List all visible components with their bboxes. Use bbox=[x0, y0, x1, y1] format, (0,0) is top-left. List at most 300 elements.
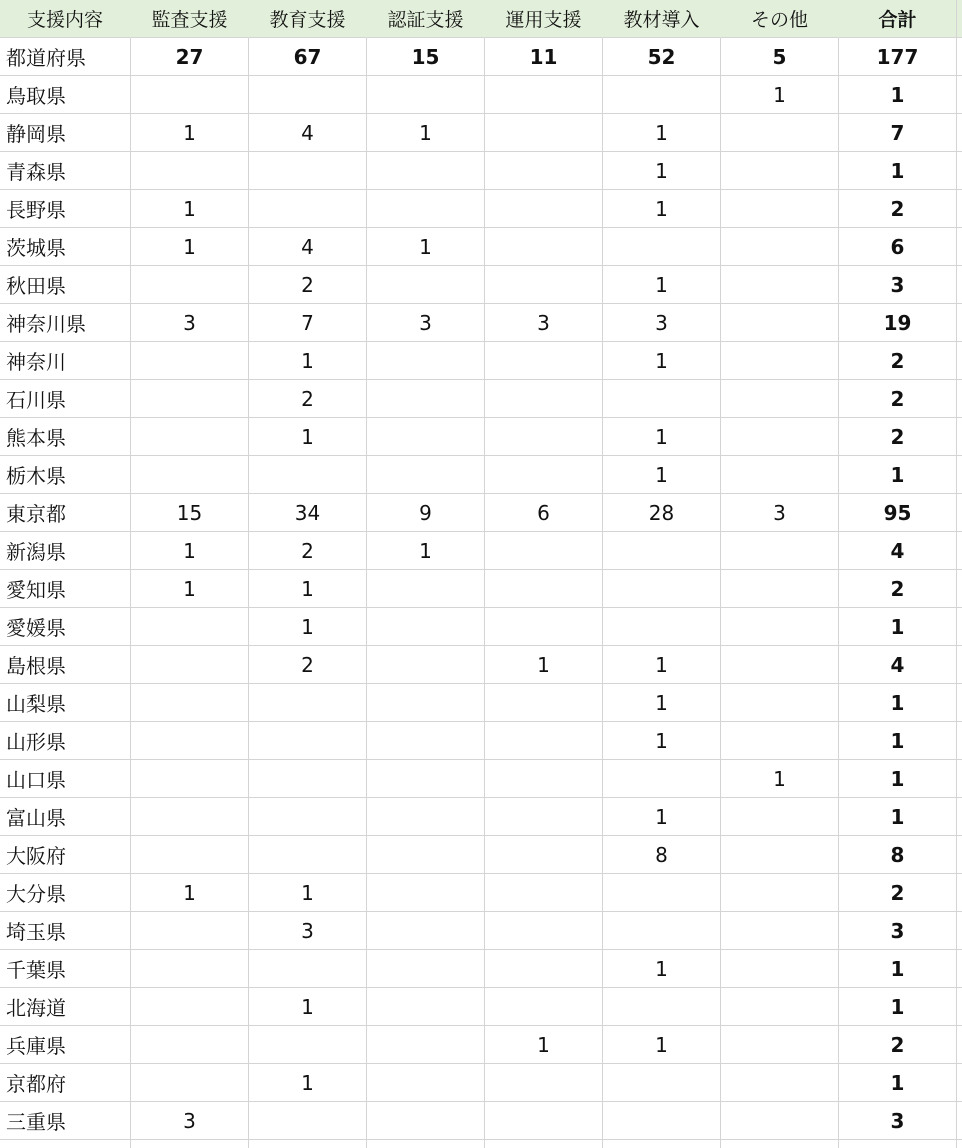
table-row bbox=[0, 418, 962, 456]
table-cell[interactable] bbox=[721, 912, 839, 950]
table-cell[interactable]: 1 bbox=[603, 342, 721, 380]
extra-column-cell[interactable] bbox=[957, 304, 962, 342]
row-label-cell[interactable]: 栃木県 bbox=[0, 456, 131, 494]
row-label-cell[interactable]: 静岡県 bbox=[0, 114, 131, 152]
header-cell[interactable]: その他 bbox=[721, 0, 839, 38]
extra-column-cell[interactable] bbox=[957, 114, 962, 152]
table-cell[interactable] bbox=[485, 266, 603, 304]
table-cell[interactable] bbox=[131, 912, 249, 950]
extra-column-cell[interactable] bbox=[957, 912, 962, 950]
table-cell[interactable] bbox=[367, 874, 485, 912]
table-cell[interactable] bbox=[367, 798, 485, 836]
table-cell[interactable] bbox=[249, 950, 367, 988]
table-cell[interactable]: 1 bbox=[603, 152, 721, 190]
row-label-cell[interactable]: 埼玉県 bbox=[0, 912, 131, 950]
table-cell[interactable]: 1 bbox=[603, 1026, 721, 1064]
table-cell[interactable] bbox=[0, 1140, 131, 1148]
table-cell[interactable]: 1 bbox=[485, 646, 603, 684]
row-label-cell[interactable]: 島根県 bbox=[0, 646, 131, 684]
extra-column-cell[interactable] bbox=[957, 152, 962, 190]
table-cell[interactable] bbox=[367, 266, 485, 304]
table-cell[interactable] bbox=[367, 988, 485, 1026]
totals-row bbox=[0, 38, 962, 76]
total-cell[interactable]: 27 bbox=[131, 38, 249, 76]
row-label-cell[interactable]: 石川県 bbox=[0, 380, 131, 418]
table-cell[interactable] bbox=[603, 228, 721, 266]
table-cell[interactable]: 1 bbox=[131, 570, 249, 608]
table-row bbox=[0, 912, 962, 950]
table-cell[interactable]: 1 bbox=[249, 570, 367, 608]
table-cell[interactable] bbox=[603, 608, 721, 646]
table-cell[interactable] bbox=[721, 684, 839, 722]
table-cell[interactable] bbox=[721, 988, 839, 1026]
table-cell[interactable] bbox=[721, 798, 839, 836]
table-cell[interactable]: 1 bbox=[249, 418, 367, 456]
table-cell[interactable]: 7 bbox=[249, 304, 367, 342]
row-label-cell[interactable]: 青森県 bbox=[0, 152, 131, 190]
table-cell[interactable] bbox=[721, 456, 839, 494]
table-cell[interactable] bbox=[131, 950, 249, 988]
extra-column-cell[interactable] bbox=[957, 76, 962, 114]
table-cell[interactable]: 1 bbox=[603, 190, 721, 228]
table-cell[interactable] bbox=[485, 722, 603, 760]
table-cell[interactable] bbox=[485, 988, 603, 1026]
table-row bbox=[0, 1064, 962, 1102]
row-label-cell[interactable]: 熊本県 bbox=[0, 418, 131, 456]
table-cell[interactable] bbox=[367, 570, 485, 608]
table-cell[interactable] bbox=[603, 570, 721, 608]
table-row bbox=[0, 266, 962, 304]
table-cell[interactable] bbox=[131, 266, 249, 304]
row-label-cell[interactable]: 神奈川県 bbox=[0, 304, 131, 342]
table-cell[interactable]: 1 bbox=[249, 1064, 367, 1102]
extra-column-cell[interactable] bbox=[957, 608, 962, 646]
table-cell[interactable] bbox=[485, 1140, 603, 1148]
table-cell[interactable] bbox=[721, 1026, 839, 1064]
extra-column-cell[interactable] bbox=[957, 456, 962, 494]
row-total-cell[interactable]: 1 bbox=[839, 950, 957, 988]
row-label-cell[interactable]: 大阪府 bbox=[0, 836, 131, 874]
table-cell[interactable] bbox=[249, 190, 367, 228]
table-cell[interactable] bbox=[367, 418, 485, 456]
table-cell[interactable] bbox=[721, 950, 839, 988]
table-cell[interactable]: 1 bbox=[603, 456, 721, 494]
header-cell[interactable]: 監査支援 bbox=[131, 0, 249, 38]
table-cell[interactable]: 1 bbox=[249, 608, 367, 646]
total-cell[interactable]: 67 bbox=[249, 38, 367, 76]
header-cell[interactable]: 教材導入 bbox=[603, 0, 721, 38]
table-cell[interactable]: 1 bbox=[603, 684, 721, 722]
extra-column-cell[interactable] bbox=[957, 684, 962, 722]
table-row bbox=[0, 722, 962, 760]
table-cell[interactable] bbox=[721, 570, 839, 608]
table-cell[interactable] bbox=[485, 342, 603, 380]
table-cell[interactable] bbox=[485, 950, 603, 988]
table-cell[interactable]: 2 bbox=[249, 266, 367, 304]
table-cell[interactable]: 3 bbox=[131, 1102, 249, 1140]
extra-column-cell[interactable] bbox=[957, 950, 962, 988]
table-cell[interactable] bbox=[485, 760, 603, 798]
table-cell[interactable]: 1 bbox=[131, 190, 249, 228]
table-cell[interactable]: 8 bbox=[603, 836, 721, 874]
table-cell[interactable] bbox=[721, 722, 839, 760]
table-cell[interactable] bbox=[131, 380, 249, 418]
table-cell[interactable] bbox=[721, 380, 839, 418]
table-cell[interactable] bbox=[721, 836, 839, 874]
row-total-cell[interactable]: 1 bbox=[839, 798, 957, 836]
table-cell[interactable] bbox=[721, 532, 839, 570]
extra-column-cell[interactable] bbox=[957, 532, 962, 570]
table-cell[interactable] bbox=[485, 114, 603, 152]
total-cell[interactable]: 52 bbox=[603, 38, 721, 76]
table-cell[interactable] bbox=[721, 1064, 839, 1102]
header-cell[interactable]: 支援内容 bbox=[0, 0, 131, 38]
row-total-cell[interactable]: 1 bbox=[839, 608, 957, 646]
table-row bbox=[0, 228, 962, 266]
table-row bbox=[0, 494, 962, 532]
table-cell[interactable]: 1 bbox=[131, 228, 249, 266]
table-cell[interactable] bbox=[603, 1102, 721, 1140]
row-total-cell[interactable]: 2 bbox=[839, 1026, 957, 1064]
table-cell[interactable] bbox=[721, 342, 839, 380]
extra-column-cell[interactable] bbox=[957, 874, 962, 912]
table-cell[interactable]: 1 bbox=[721, 760, 839, 798]
table-cell[interactable] bbox=[367, 608, 485, 646]
table-row bbox=[0, 1102, 962, 1140]
table-cell[interactable] bbox=[485, 798, 603, 836]
table-cell[interactable] bbox=[603, 1064, 721, 1102]
row-total-cell[interactable]: 4 bbox=[839, 532, 957, 570]
table-cell[interactable]: 1 bbox=[603, 646, 721, 684]
table-cell[interactable]: 1 bbox=[603, 798, 721, 836]
table-cell[interactable] bbox=[367, 760, 485, 798]
table-cell[interactable] bbox=[603, 988, 721, 1026]
table-cell[interactable] bbox=[721, 1140, 839, 1148]
table-cell[interactable] bbox=[485, 380, 603, 418]
row-label-cell[interactable]: 山口県 bbox=[0, 760, 131, 798]
row-total-cell[interactable]: 2 bbox=[839, 570, 957, 608]
table-cell[interactable] bbox=[367, 1064, 485, 1102]
table-cell[interactable]: 1 bbox=[603, 266, 721, 304]
table-cell[interactable] bbox=[367, 1102, 485, 1140]
table-row bbox=[0, 836, 962, 874]
row-total-cell[interactable]: 1 bbox=[839, 456, 957, 494]
table-cell[interactable]: 1 bbox=[603, 722, 721, 760]
total-cell[interactable]: 11 bbox=[485, 38, 603, 76]
row-total-cell[interactable]: 2 bbox=[839, 190, 957, 228]
row-total-cell[interactable]: 1 bbox=[839, 760, 957, 798]
header-cell[interactable]: 合計 bbox=[839, 0, 957, 38]
extra-column-cell[interactable] bbox=[957, 570, 962, 608]
table-row bbox=[0, 304, 962, 342]
row-total-cell[interactable]: 2 bbox=[839, 874, 957, 912]
row-total-cell[interactable]: 1 bbox=[839, 76, 957, 114]
header-cell[interactable]: 認証支援 bbox=[367, 0, 485, 38]
table-cell[interactable] bbox=[485, 418, 603, 456]
table-cell[interactable] bbox=[721, 304, 839, 342]
table-cell[interactable] bbox=[603, 1140, 721, 1148]
table-cell[interactable] bbox=[367, 646, 485, 684]
table-cell[interactable] bbox=[131, 456, 249, 494]
table-cell[interactable] bbox=[603, 874, 721, 912]
row-total-cell[interactable]: 1 bbox=[839, 1064, 957, 1102]
table-cell[interactable]: 1 bbox=[603, 114, 721, 152]
table-cell[interactable] bbox=[367, 76, 485, 114]
table-cell[interactable] bbox=[249, 836, 367, 874]
table-cell[interactable] bbox=[249, 722, 367, 760]
table-cell[interactable] bbox=[249, 684, 367, 722]
row-label-cell[interactable]: 山形県 bbox=[0, 722, 131, 760]
table-cell[interactable] bbox=[485, 190, 603, 228]
row-total-cell[interactable]: 3 bbox=[839, 1102, 957, 1140]
row-total-cell[interactable]: 2 bbox=[839, 380, 957, 418]
table-cell[interactable] bbox=[603, 532, 721, 570]
extra-column-cell[interactable] bbox=[957, 1026, 962, 1064]
extra-column-cell[interactable] bbox=[957, 380, 962, 418]
table-cell[interactable] bbox=[721, 874, 839, 912]
table-cell[interactable] bbox=[603, 380, 721, 418]
table-cell[interactable] bbox=[367, 456, 485, 494]
table-row bbox=[0, 988, 962, 1026]
table-cell[interactable] bbox=[131, 760, 249, 798]
row-total-cell[interactable]: 1 bbox=[839, 722, 957, 760]
table-cell[interactable] bbox=[603, 912, 721, 950]
table-cell[interactable] bbox=[485, 874, 603, 912]
table-cell[interactable]: 1 bbox=[367, 228, 485, 266]
table-cell[interactable] bbox=[721, 266, 839, 304]
table-cell[interactable] bbox=[367, 722, 485, 760]
table-cell[interactable] bbox=[485, 836, 603, 874]
table-cell[interactable]: 1 bbox=[485, 1026, 603, 1064]
table-cell[interactable]: 9 bbox=[367, 494, 485, 532]
row-label-cell[interactable]: 北海道 bbox=[0, 988, 131, 1026]
extra-column-cell[interactable] bbox=[957, 0, 962, 38]
table-cell[interactable]: 1 bbox=[367, 114, 485, 152]
table-row bbox=[0, 76, 962, 114]
table-cell[interactable]: 3 bbox=[721, 494, 839, 532]
total-cell[interactable]: 15 bbox=[367, 38, 485, 76]
table-cell[interactable] bbox=[839, 1140, 957, 1148]
table-cell[interactable]: 2 bbox=[249, 380, 367, 418]
table-cell[interactable] bbox=[131, 76, 249, 114]
table-cell[interactable] bbox=[485, 1102, 603, 1140]
extra-column-cell[interactable] bbox=[957, 228, 962, 266]
extra-column-cell[interactable] bbox=[957, 646, 962, 684]
row-label-cell[interactable]: 三重県 bbox=[0, 1102, 131, 1140]
row-label-cell[interactable]: 東京都 bbox=[0, 494, 131, 532]
table-cell[interactable] bbox=[367, 342, 485, 380]
table-cell[interactable] bbox=[721, 646, 839, 684]
table-cell[interactable] bbox=[485, 912, 603, 950]
table-cell[interactable] bbox=[485, 684, 603, 722]
table-cell[interactable] bbox=[367, 190, 485, 228]
row-total-cell[interactable]: 2 bbox=[839, 342, 957, 380]
extra-column-cell[interactable] bbox=[957, 342, 962, 380]
table-cell[interactable] bbox=[485, 608, 603, 646]
extra-column-cell[interactable] bbox=[957, 266, 962, 304]
table-cell[interactable] bbox=[367, 836, 485, 874]
table-row bbox=[0, 570, 962, 608]
table-cell[interactable] bbox=[367, 950, 485, 988]
row-label-cell[interactable]: 愛媛県 bbox=[0, 608, 131, 646]
table-cell[interactable] bbox=[367, 152, 485, 190]
table-cell[interactable] bbox=[131, 1026, 249, 1064]
row-label-cell[interactable]: 千葉県 bbox=[0, 950, 131, 988]
table-cell[interactable]: 1 bbox=[131, 532, 249, 570]
table-cell[interactable]: 15 bbox=[131, 494, 249, 532]
total-cell[interactable]: 177 bbox=[839, 38, 957, 76]
header-row bbox=[0, 0, 962, 38]
table-cell[interactable]: 2 bbox=[249, 532, 367, 570]
total-cell[interactable]: 5 bbox=[721, 38, 839, 76]
table-cell[interactable] bbox=[721, 114, 839, 152]
table-cell[interactable] bbox=[721, 152, 839, 190]
header-cell[interactable]: 運用支援 bbox=[485, 0, 603, 38]
extra-column-cell[interactable] bbox=[957, 836, 962, 874]
table-cell[interactable] bbox=[131, 988, 249, 1026]
table-cell[interactable]: 1 bbox=[721, 76, 839, 114]
row-label-cell[interactable]: 山梨県 bbox=[0, 684, 131, 722]
row-total-cell[interactable]: 8 bbox=[839, 836, 957, 874]
row-total-cell[interactable]: 3 bbox=[839, 266, 957, 304]
table-cell[interactable] bbox=[131, 342, 249, 380]
table-cell[interactable] bbox=[249, 1102, 367, 1140]
table-cell[interactable]: 6 bbox=[485, 494, 603, 532]
row-label-cell[interactable]: 大分県 bbox=[0, 874, 131, 912]
table-cell[interactable]: 4 bbox=[249, 114, 367, 152]
table-cell[interactable] bbox=[721, 228, 839, 266]
table-row bbox=[0, 114, 962, 152]
table-cell[interactable] bbox=[485, 456, 603, 494]
table-cell[interactable] bbox=[367, 1026, 485, 1064]
table-cell[interactable] bbox=[249, 760, 367, 798]
table-cell[interactable]: 34 bbox=[249, 494, 367, 532]
table-cell[interactable]: 1 bbox=[249, 342, 367, 380]
table-cell[interactable] bbox=[485, 1064, 603, 1102]
row-label-cell[interactable]: 兵庫県 bbox=[0, 1026, 131, 1064]
row-label-cell[interactable]: 茨城県 bbox=[0, 228, 131, 266]
table-row bbox=[0, 1140, 962, 1148]
table-cell[interactable] bbox=[367, 912, 485, 950]
table-cell[interactable] bbox=[721, 1102, 839, 1140]
table-cell[interactable]: 1 bbox=[603, 418, 721, 456]
row-label-cell[interactable]: 富山県 bbox=[0, 798, 131, 836]
row-total-cell[interactable]: 4 bbox=[839, 646, 957, 684]
table-cell[interactable]: 1 bbox=[249, 988, 367, 1026]
row-total-cell[interactable]: 1 bbox=[839, 988, 957, 1026]
table-cell[interactable]: 4 bbox=[249, 228, 367, 266]
table-cell[interactable]: 1 bbox=[249, 874, 367, 912]
table-cell[interactable]: 3 bbox=[603, 304, 721, 342]
table-cell[interactable] bbox=[249, 1026, 367, 1064]
table-cell[interactable] bbox=[485, 228, 603, 266]
table-cell[interactable]: 3 bbox=[131, 304, 249, 342]
row-total-cell[interactable]: 1 bbox=[839, 152, 957, 190]
table-cell[interactable]: 1 bbox=[131, 874, 249, 912]
extra-column-cell[interactable] bbox=[957, 1140, 962, 1148]
table-row bbox=[0, 532, 962, 570]
table-cell[interactable] bbox=[131, 152, 249, 190]
table-cell[interactable] bbox=[485, 152, 603, 190]
extra-column-cell[interactable] bbox=[957, 190, 962, 228]
table-cell[interactable] bbox=[249, 798, 367, 836]
extra-column-cell[interactable] bbox=[957, 988, 962, 1026]
extra-column-cell[interactable] bbox=[957, 798, 962, 836]
row-label-cell[interactable]: 都道府県 bbox=[0, 38, 131, 76]
row-label-cell[interactable]: 秋田県 bbox=[0, 266, 131, 304]
table-cell[interactable] bbox=[131, 418, 249, 456]
table-cell[interactable]: 2 bbox=[249, 646, 367, 684]
row-label-cell[interactable]: 長野県 bbox=[0, 190, 131, 228]
header-cell[interactable]: 教育支援 bbox=[249, 0, 367, 38]
table-row bbox=[0, 684, 962, 722]
table-cell[interactable] bbox=[131, 684, 249, 722]
table-cell[interactable] bbox=[367, 684, 485, 722]
table-cell[interactable] bbox=[249, 1140, 367, 1148]
table-cell[interactable] bbox=[249, 456, 367, 494]
table-cell[interactable] bbox=[131, 608, 249, 646]
table-row bbox=[0, 152, 962, 190]
table-cell[interactable]: 1 bbox=[131, 114, 249, 152]
table-cell[interactable] bbox=[367, 1140, 485, 1148]
extra-column-cell[interactable] bbox=[957, 760, 962, 798]
row-label-cell[interactable]: 京都府 bbox=[0, 1064, 131, 1102]
table-cell[interactable]: 1 bbox=[367, 532, 485, 570]
table-cell[interactable]: 3 bbox=[249, 912, 367, 950]
table-cell[interactable]: 28 bbox=[603, 494, 721, 532]
table-cell[interactable] bbox=[131, 798, 249, 836]
table-cell[interactable] bbox=[485, 532, 603, 570]
row-label-cell[interactable]: 愛知県 bbox=[0, 570, 131, 608]
row-label-cell[interactable]: 鳥取県 bbox=[0, 76, 131, 114]
extra-column-cell[interactable] bbox=[957, 418, 962, 456]
row-label-cell[interactable]: 神奈川 bbox=[0, 342, 131, 380]
extra-column-cell[interactable] bbox=[957, 1064, 962, 1102]
table-cell[interactable] bbox=[249, 76, 367, 114]
table-cell[interactable] bbox=[131, 1064, 249, 1102]
row-total-cell[interactable]: 6 bbox=[839, 228, 957, 266]
extra-column-cell[interactable] bbox=[957, 1102, 962, 1140]
row-label-cell[interactable]: 新潟県 bbox=[0, 532, 131, 570]
table-cell[interactable]: 3 bbox=[367, 304, 485, 342]
table-cell[interactable] bbox=[367, 380, 485, 418]
extra-column-cell[interactable] bbox=[957, 494, 962, 532]
table-cell[interactable] bbox=[603, 76, 721, 114]
table-cell[interactable] bbox=[249, 152, 367, 190]
row-total-cell[interactable]: 7 bbox=[839, 114, 957, 152]
table-cell[interactable] bbox=[485, 76, 603, 114]
row-total-cell[interactable]: 2 bbox=[839, 418, 957, 456]
table-cell[interactable] bbox=[485, 570, 603, 608]
table-cell[interactable] bbox=[131, 646, 249, 684]
table-cell[interactable] bbox=[131, 1140, 249, 1148]
row-total-cell[interactable]: 19 bbox=[839, 304, 957, 342]
extra-column-cell[interactable] bbox=[957, 722, 962, 760]
row-total-cell[interactable]: 1 bbox=[839, 684, 957, 722]
extra-column-cell[interactable] bbox=[957, 38, 962, 76]
table-cell[interactable]: 3 bbox=[485, 304, 603, 342]
row-total-cell[interactable]: 3 bbox=[839, 912, 957, 950]
table-cell[interactable] bbox=[721, 190, 839, 228]
table-cell[interactable] bbox=[131, 836, 249, 874]
table-cell[interactable] bbox=[603, 760, 721, 798]
table-cell[interactable] bbox=[131, 722, 249, 760]
row-total-cell[interactable]: 95 bbox=[839, 494, 957, 532]
table-row bbox=[0, 1026, 962, 1064]
table-cell[interactable]: 1 bbox=[603, 950, 721, 988]
table-cell[interactable] bbox=[721, 418, 839, 456]
table-cell[interactable] bbox=[721, 608, 839, 646]
